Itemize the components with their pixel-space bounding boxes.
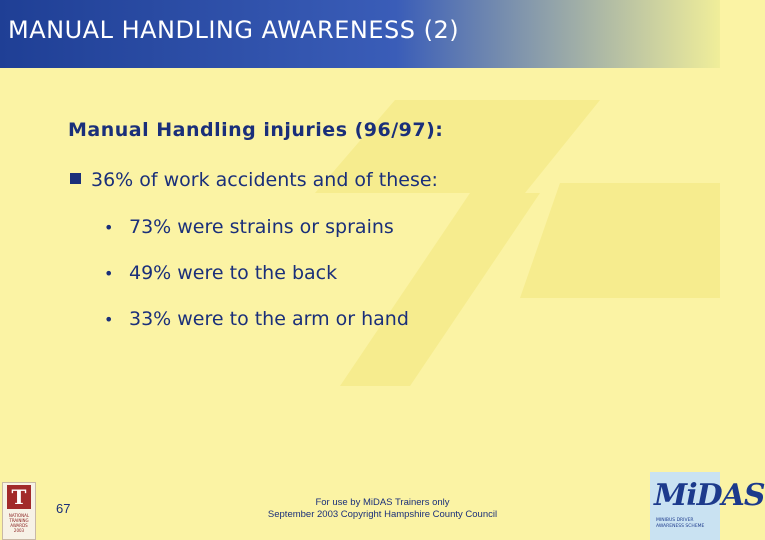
sub-bullet [104,262,337,284]
midas-wordmark: MiDAS [654,478,765,513]
midas-logo [650,472,765,540]
main-bullet-text: 36% of work accidents and of these: [91,169,438,191]
national-training-awards-logo [2,482,36,540]
title-bar [0,0,720,68]
main-bullet [70,169,438,191]
footer-copyright [230,497,535,521]
sub-bullet [104,308,409,330]
dot-bullet-icon: • [104,218,114,237]
footer-line-2: September 2003 Copyright Hampshire County Council [267,509,498,520]
footer-line-1: For use by MiDAS Trainers only [315,497,450,508]
slide-title: MANUAL HANDLING AWARENESS (2) [8,16,460,44]
dot-bullet-icon: • [104,310,114,329]
dot-bullet-icon: • [104,264,114,283]
sub-bullet-text: 49% were to the back [129,262,338,284]
sub-bullet-text: 73% were strains or sprains [129,216,394,238]
midas-tagline: MINIBUS DRIVER AWARENESS SCHEME [656,518,705,529]
section-heading: Manual Handling injuries (96/97): [68,119,444,141]
page-number: 67 [56,501,71,516]
award-t-icon: T [7,485,31,509]
sub-bullet-text: 33% were to the arm or hand [129,308,409,330]
square-bullet-icon [70,173,81,184]
award-text: NATIONAL TRAINING AWARDS 2003 [8,513,30,533]
sub-bullet [104,216,394,238]
